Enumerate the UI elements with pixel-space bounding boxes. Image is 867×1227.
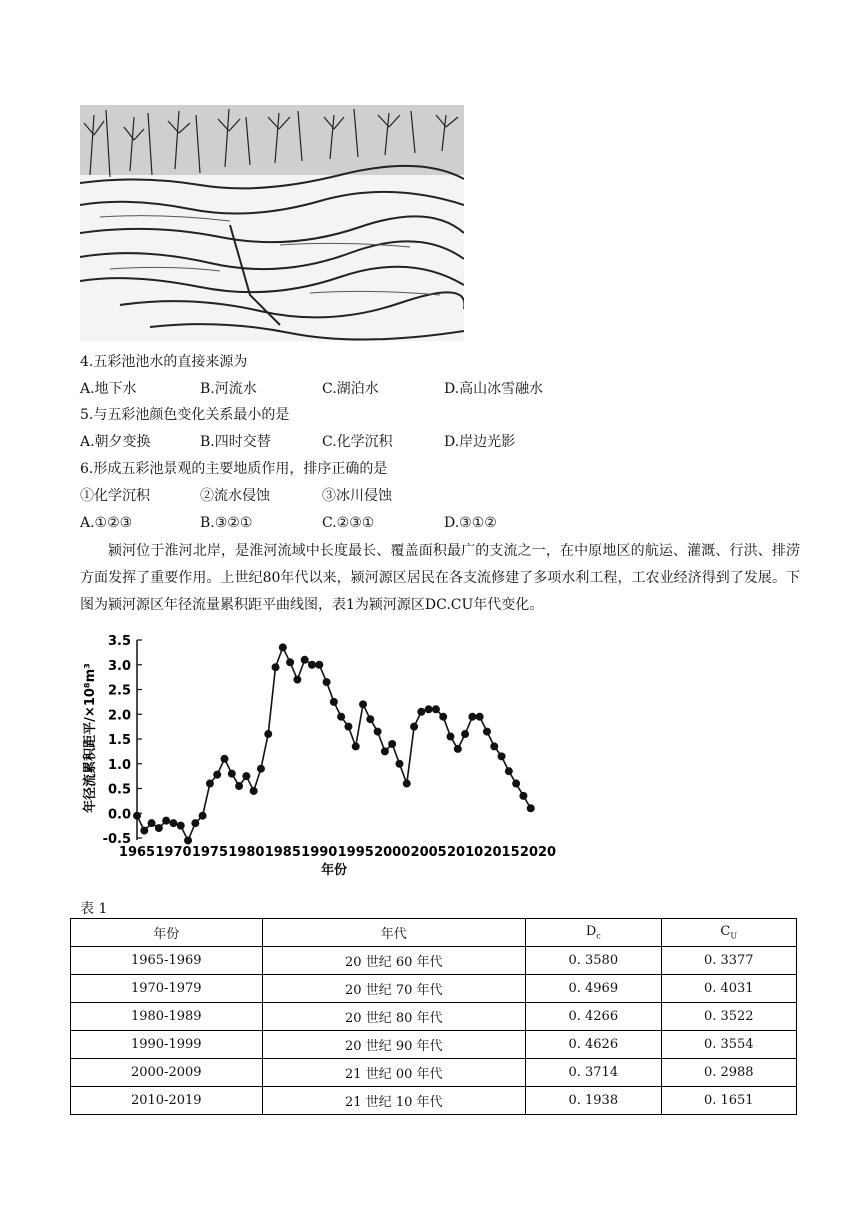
data-point bbox=[250, 787, 258, 795]
cell-year: 1980-1989 bbox=[71, 1003, 263, 1031]
data-point bbox=[213, 771, 221, 779]
data-point bbox=[439, 713, 447, 721]
data-point bbox=[133, 812, 141, 820]
data-point bbox=[498, 752, 506, 760]
data-point bbox=[315, 661, 323, 669]
cell-year: 2010-2019 bbox=[71, 1087, 263, 1115]
cell-year: 2000-2009 bbox=[71, 1059, 263, 1087]
x-axis-label: 年份 bbox=[320, 863, 348, 878]
data-point bbox=[352, 742, 360, 750]
header-dc: $D_c$ bbox=[526, 919, 661, 947]
data-point bbox=[293, 676, 301, 684]
question-5-stem: 5.与五彩池颜色变化关系最小的是 bbox=[80, 407, 290, 423]
data-point bbox=[359, 700, 367, 708]
cell-era: 21 世纪 10 年代 bbox=[262, 1087, 526, 1115]
x-tick-label: 1985 bbox=[264, 845, 301, 860]
question-4-option-c[interactable]: C.湖泊水 bbox=[322, 381, 379, 397]
x-tick-label: 2005 bbox=[410, 845, 447, 860]
data-point bbox=[184, 836, 192, 844]
data-point bbox=[169, 819, 177, 827]
question-4-option-a[interactable]: A.地下水 bbox=[80, 381, 137, 397]
cell-dc: 0. 4969 bbox=[526, 975, 661, 1003]
question-6-option-d[interactable]: D.③①② bbox=[444, 515, 497, 531]
y-tick-label: 2.0 bbox=[107, 708, 131, 724]
data-point bbox=[483, 728, 491, 736]
cell-era: 20 世纪 80 年代 bbox=[262, 1003, 526, 1031]
question-5-option-b[interactable]: B.四时交替 bbox=[200, 434, 271, 450]
cell-cu: 0. 2988 bbox=[661, 1059, 796, 1087]
data-point bbox=[468, 713, 476, 721]
question-5-option-c[interactable]: C.化学沉积 bbox=[322, 434, 393, 450]
y-tick-label: 1.0 bbox=[107, 757, 131, 773]
header-era: 年代 bbox=[262, 919, 526, 947]
data-point bbox=[264, 730, 272, 738]
cell-cu: 0. 3522 bbox=[661, 1003, 796, 1031]
question-5-option-d[interactable]: D.岸边光影 bbox=[444, 434, 516, 450]
data-point bbox=[191, 819, 199, 827]
cell-cu: 0. 3377 bbox=[661, 947, 796, 975]
question-6-option-c[interactable]: C.②③① bbox=[322, 515, 375, 531]
cell-year: 1970-1979 bbox=[71, 975, 263, 1003]
table-row bbox=[71, 947, 797, 975]
data-point bbox=[257, 765, 265, 773]
data-point bbox=[381, 747, 389, 755]
cell-era: 20 世纪 60 年代 bbox=[262, 947, 526, 975]
data-point bbox=[454, 745, 462, 753]
data-point bbox=[512, 780, 520, 788]
data-point bbox=[140, 827, 148, 835]
y-tick-label: 3.0 bbox=[107, 658, 131, 674]
data-point bbox=[395, 760, 403, 768]
question-6-stem: 6.形成五彩池景观的主要地质作用，排序正确的是 bbox=[80, 461, 388, 477]
cell-era: 20 世纪 70 年代 bbox=[262, 975, 526, 1003]
question-4-stem: 4.五彩池池水的直接来源为 bbox=[80, 354, 248, 370]
data-point bbox=[432, 705, 440, 713]
x-tick-label: 2010 bbox=[446, 845, 484, 860]
x-tick-label: 1990 bbox=[301, 845, 338, 860]
passage-paragraph: 颍河位于淮河北岸，是淮河流域中长度最长、覆盖面积最广的支流之一，在中原地区的航运、灌溉、行洪、排涝方面发挥了重要作用。上世纪80年代以来，颍河源区居民在各支流修建了多项水利工程，工农业经济得到了发展。下图为颍河源区年径流量累积距平曲线图，表1为颍河源区DC.CU年代变化。 bbox=[80, 543, 800, 613]
data-point bbox=[519, 792, 527, 800]
y-tick-label: -0.5 bbox=[102, 832, 131, 847]
data-point bbox=[388, 740, 396, 748]
question-6-item-1: ①化学沉积 bbox=[80, 488, 150, 504]
data-point bbox=[206, 780, 214, 788]
cell-dc: 0. 3580 bbox=[526, 947, 661, 975]
y-tick-label: 3.5 bbox=[107, 634, 131, 649]
cell-dc: 0. 4266 bbox=[526, 1003, 661, 1031]
table-row bbox=[71, 975, 797, 1003]
header-year: 年份 bbox=[71, 919, 263, 947]
cell-cu: 0. 3554 bbox=[661, 1031, 796, 1059]
y-tick-label: 0.0 bbox=[107, 807, 131, 823]
question-6-option-a[interactable]: A.①②③ bbox=[80, 515, 133, 531]
data-point bbox=[330, 698, 338, 706]
data-point bbox=[235, 782, 243, 790]
x-tick-label: 1965 bbox=[118, 845, 156, 860]
y-axis-label: 年径流累积距平/×10⁸m³ bbox=[83, 663, 98, 813]
question-6-item-2: ②流水侵蚀 bbox=[200, 488, 270, 504]
data-point bbox=[505, 767, 513, 775]
data-point bbox=[417, 708, 425, 716]
table-row bbox=[71, 1031, 797, 1059]
data-point bbox=[228, 770, 236, 778]
data-point bbox=[199, 812, 207, 820]
y-tick-label: 1.5 bbox=[107, 733, 131, 748]
data-point bbox=[374, 728, 382, 736]
x-tick-label: 2000 bbox=[374, 845, 411, 860]
data-point bbox=[323, 678, 331, 686]
header-cu: $C_U$ bbox=[661, 919, 796, 947]
cell-cu: 0. 1651 bbox=[661, 1087, 796, 1115]
data-point bbox=[301, 656, 309, 664]
data-point bbox=[425, 705, 433, 713]
y-tick-label: 0.5 bbox=[107, 782, 131, 798]
table-header-row bbox=[71, 919, 797, 947]
data-point bbox=[403, 780, 411, 788]
data-point bbox=[148, 819, 156, 827]
question-4-option-b[interactable]: B.河流水 bbox=[200, 381, 257, 397]
x-tick-label: 1995 bbox=[337, 845, 374, 860]
data-point bbox=[177, 822, 185, 830]
x-tick-label: 1975 bbox=[191, 845, 229, 860]
data-point bbox=[476, 713, 484, 721]
x-tick-label: 2015 bbox=[483, 845, 520, 860]
data-point bbox=[344, 723, 352, 731]
data-point bbox=[447, 733, 455, 741]
data-point bbox=[461, 730, 469, 738]
question-6-option-b[interactable]: B.③②① bbox=[200, 515, 253, 531]
five-color-pool-illustration bbox=[80, 105, 464, 341]
data-point bbox=[155, 824, 163, 832]
series-line bbox=[137, 647, 531, 840]
data-point bbox=[337, 713, 345, 721]
data-point bbox=[527, 804, 535, 812]
y-tick-label: 2.5 bbox=[107, 683, 131, 699]
data-point bbox=[308, 661, 316, 669]
x-tick-label: 1980 bbox=[228, 845, 265, 860]
data-point bbox=[286, 658, 294, 666]
cell-dc: 0. 3714 bbox=[526, 1059, 661, 1087]
data-point bbox=[490, 742, 498, 750]
table-caption: 表 1 bbox=[80, 901, 108, 917]
cell-year: 1965-1969 bbox=[71, 947, 263, 975]
cell-dc: 0. 1938 bbox=[526, 1087, 661, 1115]
data-point bbox=[272, 663, 280, 671]
cell-year: 1990-1999 bbox=[71, 1031, 263, 1059]
x-tick-label: 1970 bbox=[155, 845, 192, 860]
cell-era: 20 世纪 90 年代 bbox=[262, 1031, 526, 1059]
table-row bbox=[71, 1087, 797, 1115]
data-point bbox=[162, 817, 170, 825]
cell-dc: 0. 4626 bbox=[526, 1031, 661, 1059]
data-point bbox=[242, 772, 250, 780]
dc-cu-table bbox=[70, 918, 797, 1115]
question-5-option-a[interactable]: A.朝夕变换 bbox=[80, 434, 151, 450]
data-point bbox=[410, 723, 418, 731]
question-6-item-3: ③冰川侵蚀 bbox=[322, 488, 392, 504]
cell-cu: 0. 4031 bbox=[661, 975, 796, 1003]
table-row bbox=[71, 1003, 797, 1031]
table-row bbox=[71, 1059, 797, 1087]
question-4-option-d[interactable]: D.高山冰雪融水 bbox=[444, 381, 544, 397]
data-point bbox=[279, 643, 287, 651]
data-point bbox=[366, 715, 374, 723]
runoff-cumulative-anomaly-chart bbox=[80, 628, 560, 888]
cell-era: 21 世纪 00 年代 bbox=[262, 1059, 526, 1087]
x-tick-label: 2020 bbox=[519, 845, 557, 860]
data-point bbox=[220, 755, 228, 763]
